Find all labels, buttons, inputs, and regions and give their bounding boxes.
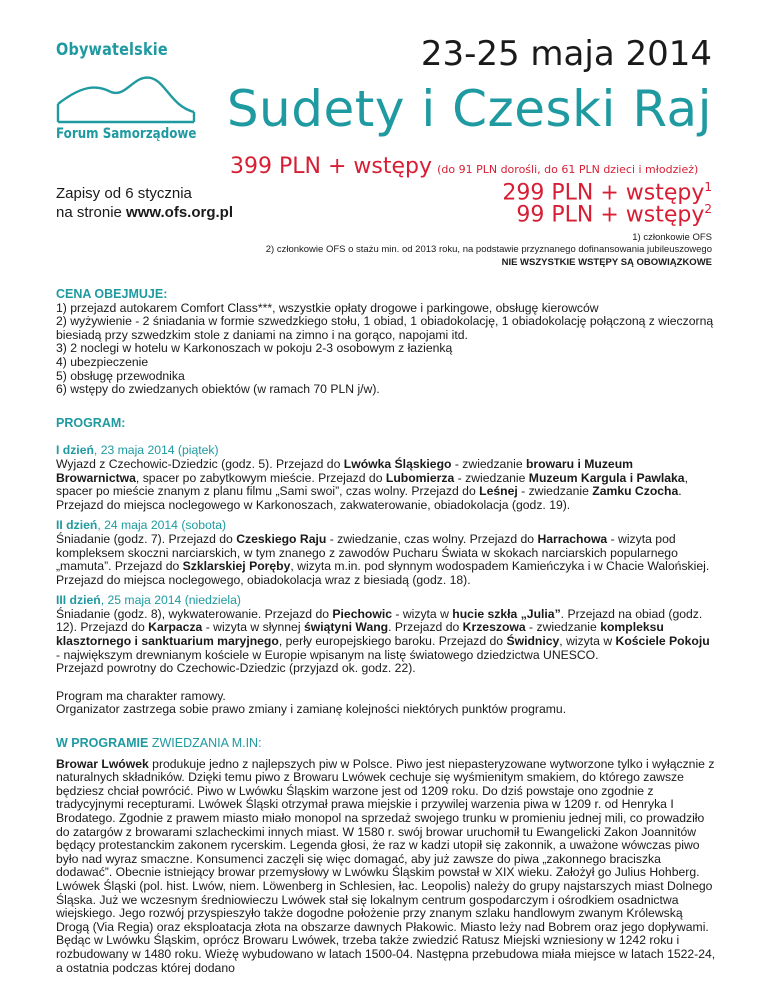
footnote-2: 2) członkowie OFS o stażu min. od 2013 roku, na podstawie przyznanego dofinansowania jubileuszowego [265, 244, 712, 255]
program-heading: PROGRAM: [56, 415, 126, 430]
includes-item: 4) ubezpieczenie [56, 354, 149, 369]
day3-label: III dzień [56, 593, 101, 608]
signup-link[interactable]: www.ofs.org.pl [126, 204, 233, 221]
day3-date: , 25 maja 2014 (niedziela) [100, 593, 241, 608]
main-content [56, 288, 716, 975]
includes-item: 1) przejazd autokarem Comfort Class***, wszystkie opłaty drogowe i parkingowe, obsługę kierowców [56, 300, 599, 315]
includes-heading: CENA OBEJMUJE: [56, 287, 168, 301]
day1-evening: Przejazd do miejsca noclegowego w Karkonoszach, zakwaterowanie, obiadokolacja (godz. 19). [56, 497, 571, 512]
includes-item: 6) wstępy do zwiedzanych obiektów (w ramach 70 PLN j/w). [56, 382, 380, 397]
program-note-2: Organizator zastrzega sobie prawo zmiany i zamianę kolejności niektórych punktów programu. [56, 702, 567, 717]
price-members-value: 299 PLN + wstępy [502, 180, 705, 206]
includes-item: 5) obsługę przewodnika [56, 368, 185, 383]
includes-item: 2) wyżywienie - 2 śniadania w formie szwedzkiego stołu, 1 obiad, 1 obiadokolację, 1 obiadokolację połączoną z wieczorną biesiadą przy szwedzkim stole z daniami na zimno i na gorąco, napojami itd. [56, 314, 714, 342]
price-senior-members-sup: 2 [704, 202, 712, 216]
event-title: Sudety i Czeski Raj [226, 80, 712, 138]
day2-heading [56, 519, 716, 533]
signup-prefix: na stronie [56, 204, 127, 221]
day2-text: Śniadanie (godz. 7). Przejazd do Czeskiego Raju - zwiedzanie, czas wolny. Przejazd do Harrachowa - wizyta pod kompleksem skoczni narciarskich, w tym znanego z zawodów Pucharu Świata w skokach narciarskich popularnego „mamuta”. Przejazd do Szklarskiej Poręby, wizyta m.in. pod słynnym wodospadem Kamieńczyka i w Chacie Walońskiej. [56, 531, 710, 574]
sights-heading: W PROGRAMIE ZWIEDZANIA M.IN: [56, 736, 262, 751]
logo-line-2: Forum Samorządowe [56, 126, 197, 142]
day3-return: Przejazd powrotny do Czechowic-Dziedzic (przyjazd ok. godz. 22). [56, 661, 416, 676]
day2-date: , 24 maja 2014 (sobota) [97, 518, 227, 533]
signup-info [56, 184, 233, 222]
mountains-icon [56, 66, 196, 124]
day3-heading [56, 594, 716, 608]
price-main [230, 154, 698, 179]
price-senior-members [516, 202, 712, 227]
price-main-value: 399 PLN + wstępy [230, 154, 432, 179]
includes-item: 3) 2 noclegi w hotelu w Karkonoszach w pokoju 2-3 osobowym z łazienką [56, 341, 453, 356]
day2-label: II dzień [56, 518, 98, 533]
day3-text: Śniadanie (godz. 8), wykwaterowanie. Przejazd do Piechowic - wizyta w hucie szkła „Julia”. Przejazd na obiad (godz. 12). Przejazd do Karpacza - wizyta w słynnej świątyni Wang. Przejazd do Krzeszowa - zwiedzanie kompleksu klasztornego i sanktuarium maryjnego, perły europejskiego baroku. Przejazd do Świdnicy, wizyta w Kościele Pokoju - największym drewnianym kościele w Europie wpisanym na listę światowego dziedzictwa UNESCO. [56, 606, 710, 662]
program-note-1: Program ma charakter ramowy. [56, 688, 226, 703]
footnote-1: 1) członkowie OFS [632, 232, 712, 243]
signup-line-2 [56, 203, 233, 222]
day1-heading [56, 444, 716, 458]
day1-label: I dzień [56, 443, 94, 458]
logo-line-1: Obywatelskie [56, 40, 168, 60]
price-senior-members-value: 99 PLN + wstępy [516, 202, 705, 228]
ofs-logo [56, 40, 196, 150]
day2-evening: Przejazd do miejsca noclegowego, obiadokolacja wraz z biesiadą (godz. 18). [56, 572, 471, 587]
day1-date: , 23 maja 2014 (piątek) [93, 443, 219, 458]
price-members-sup: 1 [704, 180, 712, 194]
signup-line-1: Zapisy od 6 stycznia [56, 185, 192, 202]
event-date: 23-25 maja 2014 [420, 34, 712, 74]
price-main-note: (do 91 PLN dorośli, do 61 PLN dzieci i młodzież) [437, 163, 699, 176]
sights-text: Browar Lwówek produkuje jedno z najlepszych piw w Polsce. Piwo jest niepasteryzowane wytworzone tylko i wyłącznie z naturalnych składników. Dzięki temu piwo z Browaru Lwówek cechuje się wyśmienitym smakiem, do którego zawsze będziesz chciał powrócić. Piwo w Lwówku Śląskim warzone jest od 1209 roku. Do dziś powstaje ono zgodnie z tradycyjnymi recepturami. Lwówek Śląski otrzymał prawa miejskie i przywilej warzenia piwa w 1209 r. od Henryka I Brodatego. Zgodnie z prawem miasto miało monopol na sprzedaż swojego trunku w promieniu jednej mili, co prowadziło do zatargów z browarami szlacheckimi innych miast. W 1580 r. swój browar uruchomił tu Ewangelicki Zakon Joannitów będący protestanckim zakonem rycerskim. Legenda głosi, że raz w kadzi utopił się zakonnik, a uważone wówczas piwo było nad wyraz smaczne. Konsumenci zaczęli się więc domagać, aby już zawsze do piwa „zakonnego braciszka dodawać”. Obecnie istniejący browar przemysłowy w Lwówku Śląskim powstał w XIX wieku. Założył go Julius Hohberg. Lwówek Śląski (pol. hist. Lwów, niem. Löwenberg in Schlesien, łac. Leopolis) należy do grupy najstarszych miast Dolnego Śląska. Już we wczesnym średniowieczu Lwówek stał się lokalnym centrum gospodarczym i ośrodkiem osadnictwa wiejskiego. Jego rozwój przyspieszyło także dogodne położenie przy znanym szlaku handlowym zwanym Królewską Drogą (Via Regia) oraz eksploatacja złota na obszarze dawnych Płakowic. Miasto leży nad Bobrem oraz jego dopływami. Będąc w Lwówku Śląskim, oprócz Browaru Lwówek, trzeba także zwiedzić Ratusz Miejski wzniesiony w 1242 roku i rozbudowany w 1480 roku. Wieżę wybudowano w latach 1500-04. Następna przebudowa miała miejsce w latach 1522-24, a ostatnia podczas której dodano [56, 756, 716, 975]
footnote-3: NIE WSZYSTKIE WSTĘPY SĄ OBOWIĄZKOWE [501, 257, 712, 268]
day1-text: Wyjazd z Czechowic-Dziedzic (godz. 5). Przejazd do Lwówka Śląskiego - zwiedzanie browaru i Muzeum Browarnictwa, spacer po zabytkowym mieście. Przejazd do Lubomierza - zwiedzanie Muzeum Kargula i Pawlaka, spacer po mieście znanym z planu filmu „Sami swoi”, czas wolny. Przejazd do Leśnej - zwiedzanie Zamku Czocha. [56, 456, 688, 499]
